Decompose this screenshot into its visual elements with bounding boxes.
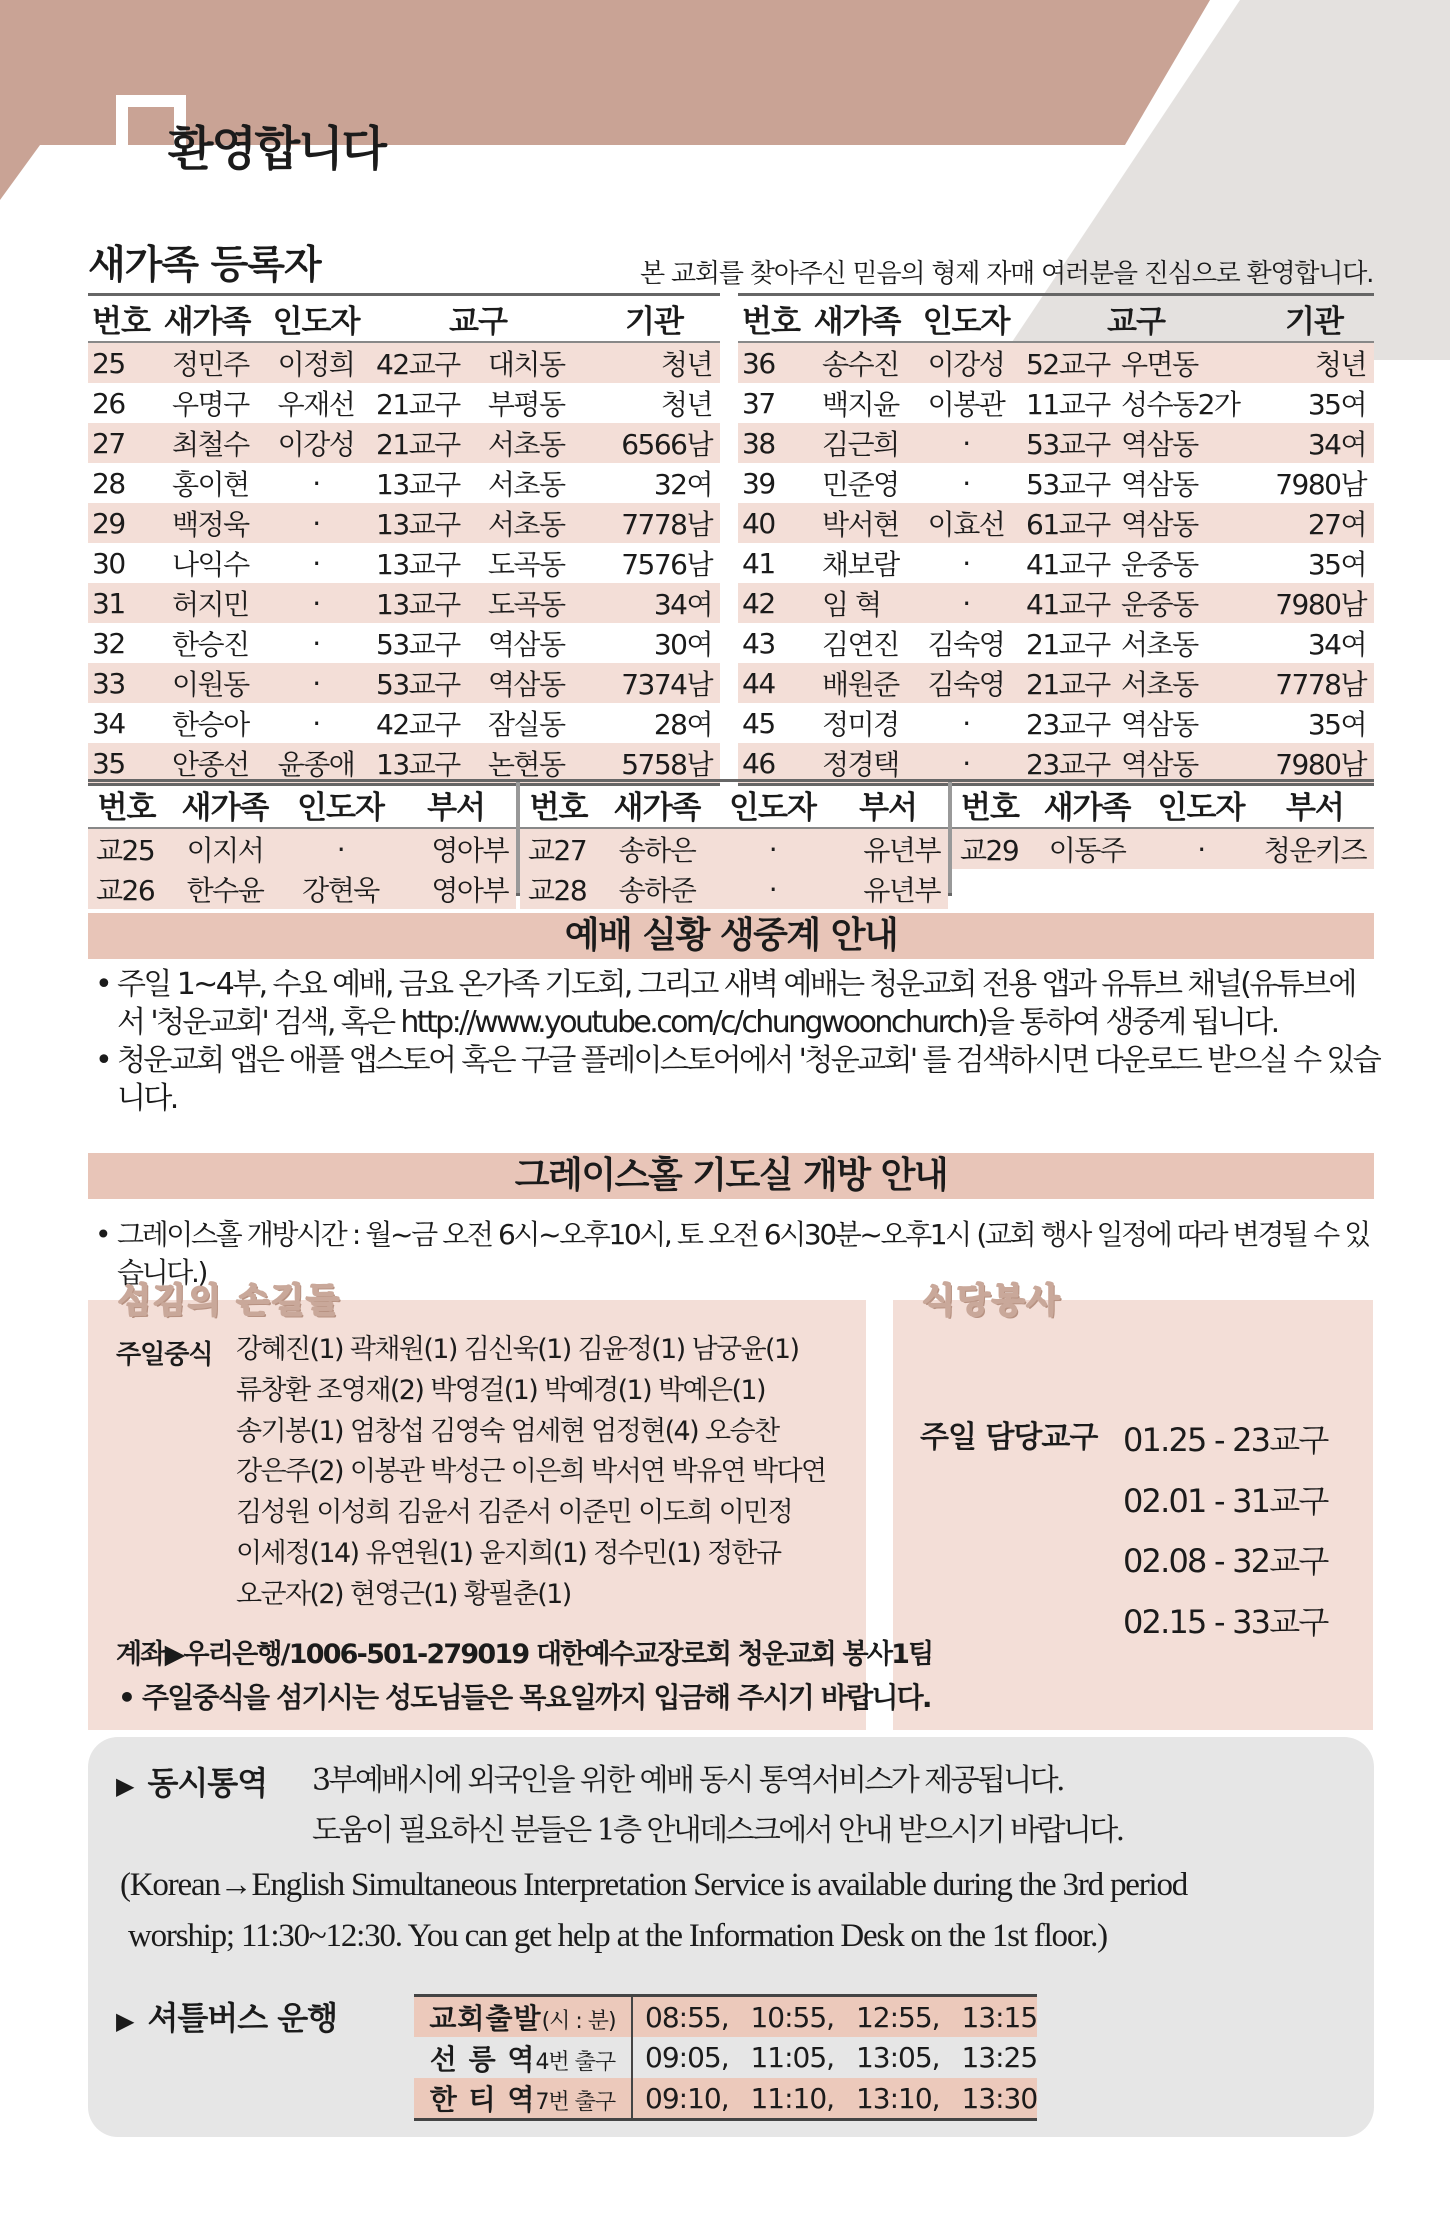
col-district: 교구 [449, 304, 507, 340]
station-sub: (시 : 분) [541, 2009, 616, 2034]
cell-guide: · [312, 586, 320, 620]
cell-area: 성수동2가 [1120, 388, 1240, 421]
cell-name: 허지민 [172, 588, 249, 621]
cell-district: 23교구 [1026, 708, 1110, 741]
table-row [88, 423, 720, 463]
col-name: 새가족 [1028, 782, 1146, 828]
table-row [738, 703, 1374, 743]
cell-district: 52교구 [1026, 348, 1110, 381]
cell-guide: · [312, 706, 320, 740]
cell-district: 23교구 [1026, 748, 1110, 781]
shuttle-title: 셔틀버스 운행 [147, 1999, 338, 2037]
cell-name: 송하은 [618, 834, 696, 867]
meal-duty-label: 주일 담당교구 [920, 1420, 1098, 1455]
cell-number: 교25 [96, 834, 155, 867]
donor-line: 김성원 이성희 김윤서 김준서 이준민 이도희 이민정 [236, 1497, 793, 1529]
col-guide: 인도자 [285, 782, 396, 828]
col-number: 번호 [88, 782, 165, 828]
live-broadcast-notes [95, 966, 1380, 1118]
table-row [738, 503, 1374, 543]
cell-guide: · [1197, 832, 1205, 866]
cell-district: 42교구 [376, 348, 460, 381]
cell-number: 28 [92, 466, 125, 500]
cell-number [952, 869, 1028, 905]
cell-name: 김연진 [822, 628, 899, 661]
table-row [414, 2078, 1037, 2120]
station-sub: 7번 출구 [535, 2090, 616, 2115]
table-row [952, 869, 1374, 905]
station-name: 선 릉 역 [429, 2042, 536, 2076]
donor-line: 강은주(2) 이봉관 박성근 이은희 박서연 박유연 박다연 [236, 1456, 826, 1488]
cell-name: 채보람 [822, 548, 899, 581]
live-broadcast-heading: 예배 실황 생중계 안내 [88, 913, 1374, 959]
cell-name: 나익수 [172, 548, 249, 581]
col-district: 교구 [1107, 304, 1165, 340]
cell-group: 27여 [1307, 508, 1366, 541]
cell-number: 교27 [528, 834, 587, 867]
station-cell [414, 2078, 632, 2120]
cell-number: 46 [742, 746, 775, 780]
cell-group: 7778남 [1275, 668, 1366, 701]
cell-district: 61교구 [1026, 508, 1110, 541]
cell-name: 홍이현 [172, 468, 249, 501]
cell-area: 서초동 [1120, 628, 1198, 661]
cell-number: 30 [92, 546, 125, 580]
cell-group: 30여 [653, 628, 712, 661]
cell-group: 7980남 [1275, 468, 1366, 501]
cell-group: 청년 [1314, 348, 1366, 381]
cell-guide: · [962, 746, 970, 780]
interpretation-korean [312, 1756, 1123, 1856]
cell-number: 43 [742, 626, 775, 660]
cell-name: 한수윤 [186, 874, 264, 907]
cell-number: 42 [742, 586, 775, 620]
cell-district: 21교구 [1026, 628, 1110, 661]
cell-district: 13교구 [376, 588, 460, 621]
cell-name: 이지서 [186, 834, 264, 867]
cell-guide: · [312, 546, 320, 580]
cell-number: 31 [92, 586, 125, 620]
col-guide: 인도자 [717, 782, 828, 828]
table-row [738, 463, 1374, 503]
cell-group: 7576남 [621, 548, 712, 581]
cell-number: 교26 [96, 874, 155, 907]
meal-stamp-title: 식당봉사 [922, 1281, 1062, 1321]
cell-area: 역삼동 [1120, 428, 1198, 461]
table-row [738, 383, 1374, 423]
cell-name: 박서현 [822, 508, 899, 541]
text-line: (Korean→English Simultaneous Interpretation Service is available during the 3rd period [120, 1867, 1188, 1903]
cell-guide: · [962, 546, 970, 580]
cell-area: 논현동 [487, 748, 565, 781]
cell-district: 21교구 [376, 388, 460, 421]
cell-number: 38 [742, 426, 775, 460]
cell-guide: 김숙영 [927, 668, 1005, 701]
cell-number: 41 [742, 546, 775, 580]
table-row [88, 342, 720, 383]
cell-guide: 이강성 [277, 428, 355, 461]
table-row [88, 703, 720, 743]
col-guide: 인도자 [922, 304, 1010, 340]
text-line: 3부예배시에 외국인을 위한 예배 동시 통역서비스가 제공됩니다. [312, 1763, 1063, 1798]
cell-group: 35여 [1307, 388, 1366, 421]
schedule-item: 02.08 - 32교구 [1123, 1542, 1328, 1580]
table-row [88, 828, 516, 869]
interpretation-title: 동시통역 [147, 1764, 268, 1802]
cell-area: 잠실동 [487, 708, 565, 741]
table-row [88, 463, 720, 503]
cell-district: 13교구 [376, 548, 460, 581]
table-row [952, 828, 1374, 869]
registrant-table-left [88, 293, 720, 786]
col-number: 번호 [92, 304, 150, 340]
triangle-bullet-icon: ▶ [116, 1772, 134, 1800]
text-line: worship; 11:30~12:30. You can get help at the Information Desk on the 1st floor.) [128, 1918, 1107, 1954]
cell-guide: 김숙영 [927, 628, 1005, 661]
department-block [520, 782, 952, 907]
cell-number: 34 [92, 706, 125, 740]
cell-name: 정경택 [822, 748, 899, 781]
meal-duty-schedule [1123, 1410, 1327, 1652]
table-row [414, 2037, 1037, 2078]
table-row [88, 623, 720, 663]
station-name: 교회출발 [429, 2002, 542, 2035]
cell-name: 배원준 [822, 668, 899, 701]
cell-number: 44 [742, 666, 775, 700]
cell-area: 역삼동 [1120, 508, 1198, 541]
cell-guide: · [312, 666, 320, 700]
cell-dept [1256, 869, 1374, 905]
cell-group: 35여 [1307, 708, 1366, 741]
cell-guide: 이효선 [927, 508, 1005, 541]
station-name: 한 티 역 [429, 2083, 536, 2116]
cell-guide: · [312, 506, 320, 540]
new-family-title: 새가족 등록자 [88, 243, 321, 288]
col-name: 새가족 [813, 304, 901, 340]
cell-area: 역삼동 [487, 668, 565, 701]
table-row [88, 869, 516, 909]
cell-area: 역삼동 [1120, 748, 1198, 781]
cell-district: 53교구 [1026, 468, 1110, 501]
cell-name: 김근희 [822, 428, 899, 461]
interpretation-english [120, 1860, 1365, 1962]
bullet-item: • 주일 1~4부, 수요 예배, 금요 온가족 기도회, 그리고 새벽 예배는 청운교회 전용 앱과 유튜브 채널(유튜브에서 '청운교회' 검색, 혹은 http://www.youtube.com/c/chungwoonchurch)을 통하여 생중계 됩니다. [95, 966, 1380, 1042]
cell-number: 교28 [528, 874, 587, 907]
cell-area: 우면동 [1120, 348, 1198, 381]
donor-line: 송기봉(1) 엄창섭 김영숙 엄세현 엄정현(4) 오승찬 [236, 1415, 779, 1447]
table-row [88, 663, 720, 703]
cell-area: 도곡동 [487, 548, 565, 581]
cell-area: 서초동 [487, 508, 565, 541]
cell-area: 역삼동 [487, 628, 565, 661]
cell-group: 5758남 [621, 748, 712, 781]
cell-district: 21교구 [1026, 668, 1110, 701]
cell-name: 이동주 [1048, 834, 1126, 867]
table-row [520, 828, 948, 869]
table-row [88, 543, 720, 583]
cell-dept: 영아부 [431, 874, 508, 907]
col-name: 새가족 [165, 782, 285, 828]
sunday-lunch-label: 주일중식 [116, 1340, 213, 1370]
schedule-item: 01.25 - 23교구 [1123, 1421, 1328, 1459]
cell-group: 34여 [1307, 428, 1366, 461]
cell-group: 7374남 [621, 668, 712, 701]
cell-district: 13교구 [376, 748, 460, 781]
cell-area: 역삼동 [1120, 468, 1198, 501]
cell-area: 서초동 [487, 468, 565, 501]
bullet-item: • 그레이스홀 개방시간 : 월~금 오전 6시~오후10시, 토 오전 6시30분~오후1시 (교회 행사 일정에 따라 변경될 수 있습니다.) [95, 1216, 1380, 1292]
cell-guide: · [962, 426, 970, 460]
cell-group: 32여 [653, 468, 712, 501]
shuttle-label [116, 1993, 337, 2039]
table-row [738, 583, 1374, 623]
cell-guide: · [336, 832, 345, 866]
cell-area: 운중동 [1120, 548, 1198, 581]
cell-name: 정미경 [822, 708, 899, 741]
interpretation-label [116, 1758, 267, 1804]
cell-guide: · [962, 466, 970, 500]
cell-number: 36 [742, 346, 775, 380]
cell-name: 민준영 [822, 468, 899, 501]
cell-number: 26 [92, 386, 125, 420]
cell-guide: 이강성 [927, 348, 1005, 381]
cell-district: 13교구 [376, 468, 460, 501]
cell-name: 이원동 [172, 668, 249, 701]
cell-group: 7778남 [621, 508, 712, 541]
schedule-item: 02.15 - 33교구 [1123, 1602, 1328, 1641]
department-block [952, 782, 1374, 893]
col-guide: 인도자 [1146, 782, 1256, 828]
times-cell: 08:55, 10:55, 12:55, 13:15 [632, 1996, 1037, 2038]
cell-name: 한승진 [172, 628, 249, 661]
col-guide: 인도자 [272, 304, 360, 340]
cell-number: 39 [742, 466, 775, 500]
cell-district: 41교구 [1026, 588, 1110, 621]
cell-name: 백지윤 [822, 388, 899, 421]
table-row [88, 503, 720, 543]
cell-number: 40 [742, 506, 775, 540]
table-row [88, 383, 720, 423]
grace-hall-heading: 그레이스홀 기도실 개방 안내 [88, 1153, 1374, 1199]
deposit-note: • 주일중식을 섬기시는 성도님들은 목요일까지 입금해 주시기 바랍니다. [118, 1681, 931, 1714]
cell-area: 서초동 [487, 428, 565, 461]
schedule-item: 02.01 - 31교구 [1123, 1481, 1328, 1520]
cell-name: 우명구 [172, 388, 249, 421]
cell-guide [1146, 869, 1256, 905]
cell-area: 역삼동 [1120, 708, 1198, 741]
cell-group: 7980남 [1275, 748, 1366, 781]
cell-area: 부평동 [487, 388, 565, 421]
cell-number: 29 [92, 506, 125, 540]
cell-number: 25 [92, 346, 125, 380]
cell-district: 53교구 [1026, 428, 1110, 461]
col-dept: 부서 [828, 782, 948, 828]
times-cell: 09:05, 11:05, 13:05, 13:25 [645, 2041, 1038, 2074]
text-line: 도움이 필요하신 분들은 1층 안내데스크에서 안내 받으시기 바랍니다. [312, 1813, 1123, 1848]
cell-number: 35 [92, 746, 125, 780]
cell-group: 34여 [653, 588, 712, 621]
cell-name: 임 혁 [822, 588, 881, 621]
cell-number: 37 [742, 386, 775, 420]
table-row [738, 623, 1374, 663]
cell-guide: 이봉관 [927, 388, 1005, 421]
col-dept: 부서 [396, 782, 516, 828]
cell-area: 서초동 [1120, 668, 1198, 701]
cell-district: 13교구 [376, 508, 460, 541]
serving-stamp-title: 섬김의 손길들 [118, 1281, 341, 1321]
cell-group: 7980남 [1275, 588, 1366, 621]
cell-guide: · [962, 586, 970, 620]
table-row [738, 423, 1374, 463]
cell-group: 청년 [660, 348, 712, 381]
cell-dept: 유년부 [863, 834, 940, 867]
table-row [738, 663, 1374, 703]
cell-name: 한승아 [172, 708, 249, 741]
cell-guide: 우재선 [277, 388, 355, 421]
new-family-intro: 본 교회를 찾아주신 믿음의 형제 자매 여러분을 진심으로 환영합니다. [640, 259, 1374, 289]
table-row [738, 543, 1374, 583]
cell-district: 42교구 [376, 708, 460, 741]
table-header-row [738, 295, 1374, 343]
times-cell: 09:10, 11:10, 13:10, 13:30 [632, 2078, 1037, 2120]
cell-guide: · [768, 872, 777, 906]
donor-line: 이세정(14) 유연원(1) 윤지희(1) 정수민(1) 정한규 [236, 1537, 781, 1569]
cell-name: 최철수 [172, 428, 249, 461]
col-number: 번호 [742, 304, 800, 340]
donor-line: 강혜진(1) 곽채원(1) 김신욱(1) 김윤정(1) 남궁윤(1) [236, 1334, 799, 1365]
cell-guide: 윤종애 [277, 748, 355, 781]
bullet-item: • 청운교회 앱은 애플 앱스토어 혹은 구글 플레이스토어에서 '청운교회' 를 검색하시면 다운로드 받으실 수 있습니다. [95, 1042, 1380, 1118]
station-cell [414, 1996, 632, 2038]
cell-group: 청년 [660, 388, 712, 421]
page-title: 환영합니다 [168, 122, 386, 177]
cell-number: 33 [92, 666, 125, 700]
table-header-row [88, 295, 720, 343]
cell-name: 백정욱 [172, 508, 249, 541]
cell-name: 안종선 [172, 748, 249, 781]
cell-area: 대치동 [487, 348, 565, 381]
col-number: 번호 [520, 782, 597, 828]
cell-guide: · [768, 832, 777, 866]
cell-name: 송수진 [822, 348, 899, 381]
cell-district: 41교구 [1026, 548, 1110, 581]
cell-dept: 영아부 [431, 834, 508, 867]
cell-name [1028, 869, 1146, 905]
triangle-bullet-icon: ▶ [116, 2007, 134, 2035]
col-group: 기관 [1285, 304, 1343, 340]
cell-guide: · [962, 706, 970, 740]
cell-number: 45 [742, 706, 775, 740]
cell-guide: · [312, 626, 320, 660]
donor-line: 류창환 조영재(2) 박영걸(1) 박예경(1) 박예은(1) [236, 1374, 765, 1406]
cell-district: 53교구 [376, 668, 460, 701]
cell-dept: 청운키즈 [1263, 834, 1366, 867]
department-block [88, 782, 520, 907]
station-sub: 4번 출구 [535, 2049, 616, 2075]
col-group: 기관 [625, 304, 683, 340]
cell-area: 도곡동 [487, 588, 565, 621]
cell-district: 11교구 [1026, 388, 1110, 421]
cell-group: 34여 [1307, 628, 1366, 661]
col-dept: 부서 [1256, 782, 1374, 828]
table-row [88, 583, 720, 623]
table-row [520, 869, 948, 909]
col-name: 새가족 [597, 782, 717, 828]
cell-group: 28여 [653, 708, 712, 741]
cell-area: 운중동 [1120, 588, 1198, 621]
cell-number: 32 [92, 626, 125, 660]
registrant-table-right [738, 293, 1374, 786]
cell-name: 정민주 [172, 348, 249, 381]
cell-district: 53교구 [376, 628, 460, 661]
table-row [414, 1996, 1037, 2038]
table-row [738, 342, 1374, 383]
col-name: 새가족 [163, 304, 251, 340]
bank-account: 계좌▶우리은행/1006-501-279019 대한예수교장로회 청운교회 봉사1팀 [116, 1639, 933, 1670]
cell-guide: 강현욱 [302, 874, 379, 907]
shuttle-timetable [414, 1994, 1037, 2121]
cell-dept: 유년부 [863, 874, 940, 907]
col-number: 번호 [952, 782, 1028, 828]
donor-line: 오군자(2) 현영근(1) 황필춘(1) [236, 1578, 571, 1610]
donor-names [236, 1330, 825, 1616]
department-registrants [88, 779, 1374, 907]
cell-guide: 이정희 [277, 348, 355, 381]
cell-name: 송하준 [618, 874, 696, 907]
cell-number: 27 [92, 426, 125, 460]
cell-group: 35여 [1307, 548, 1366, 581]
cell-guide: · [312, 466, 320, 500]
cell-group: 6566남 [621, 428, 712, 461]
cell-district: 21교구 [376, 428, 460, 461]
station-cell [414, 2037, 632, 2078]
cell-number: 교29 [960, 834, 1019, 867]
